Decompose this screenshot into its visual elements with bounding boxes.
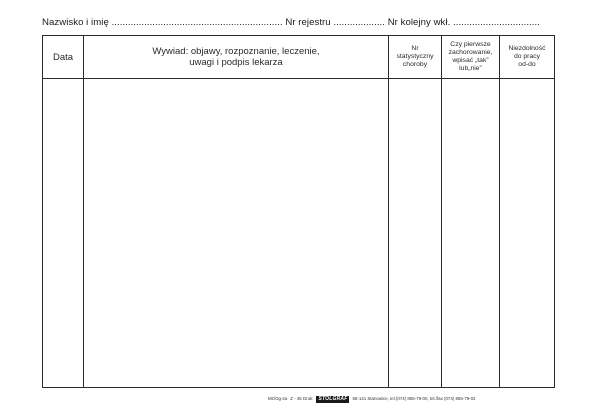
cell-first-illness[interactable] [442,79,500,388]
medical-record-table [42,35,555,388]
column-header-history: Wywiad: objawy, rozpoznanie, leczenie, uwagi i podpis lekarza [84,36,389,79]
patient-header-line [42,16,554,30]
print-info: Z - 45 Druk: [290,396,314,401]
print-footer [268,394,554,404]
cell-date[interactable] [43,79,84,388]
cell-work-incapacity[interactable] [500,79,555,388]
column-header-work-incapacity: Niezdolność do pracy od-do [500,36,555,79]
form-code: Mz/Og-2a [268,396,288,401]
table-body-row [43,79,555,388]
printer-address: 58-141 Stanowice, tel.(074) 855-79-00, tel./fax (074) 855-79-02 [352,396,476,401]
cell-statistic-number[interactable] [389,79,442,388]
stolgraf-logo: STOLGRAF [318,395,348,402]
column-header-date: Data [43,36,84,79]
cell-history[interactable] [84,79,389,388]
column-header-first-illness: Czy pierwsze zachorowanie, wpisać „tak” lub„nie” [442,36,500,79]
table-header-row [43,36,555,79]
patient-header-text: Nazwisko i imię ............................................................... Nr rejestru ................... Nr kolejny wkł. ................................ [42,17,540,28]
column-header-statistic-number: Nr statystyczny choroby [389,36,442,79]
